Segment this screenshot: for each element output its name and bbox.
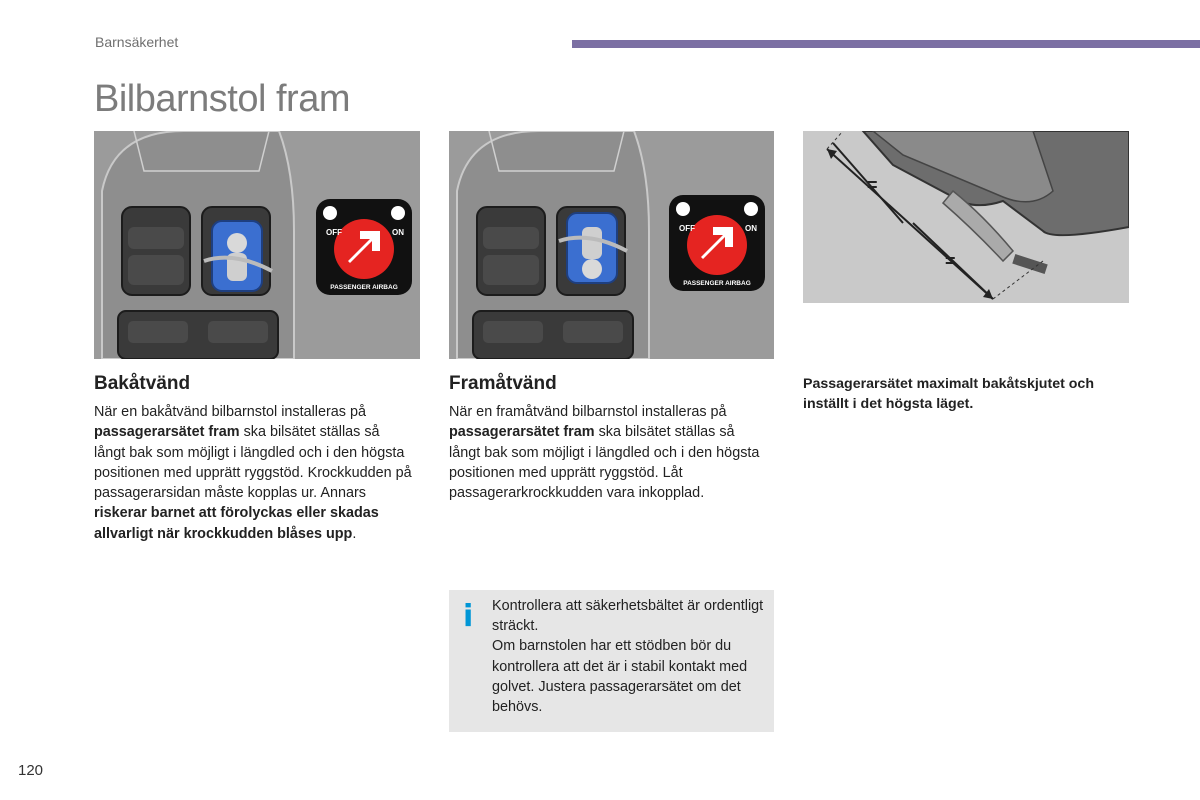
airbag-on-label: ON [745, 224, 757, 233]
info-line-1: Kontrollera att säkerhetsbältet är ordentligt sträckt. [492, 598, 764, 635]
forward-facing-heading: Framåtvänd [449, 373, 557, 394]
emphasis-text: passagerarsätet fram [449, 424, 595, 441]
section-label: Barnsäkerhet [95, 34, 179, 50]
emphasis-text: passagerarsätet fram [94, 424, 240, 441]
forward-facing-seat-illustration [449, 131, 774, 359]
adjustment-mark-lower: = [945, 251, 956, 271]
airbag-on-label: ON [392, 228, 404, 237]
seat-adjustment-caption: Passagerarsätet maximalt bakåtskjutet och inställt i det högsta läget. [803, 376, 1094, 412]
adjustment-mark-upper: = [867, 175, 878, 195]
airbag-off-label: OFF [326, 228, 342, 237]
airbag-passenger-label: PASSENGER AIRBAG [683, 280, 751, 287]
info-box [449, 590, 774, 732]
airbag-off-label: OFF [679, 224, 695, 233]
forward-facing-text [449, 402, 769, 503]
rear-facing-text [94, 402, 414, 544]
page-number: 120 [18, 762, 44, 779]
body-run: . [352, 525, 357, 542]
rear-facing-seat-illustration [94, 131, 420, 359]
body-run: När en bakåtvänd bilbarnstol installeras på [94, 404, 366, 420]
info-line-2: Om barnstolen har ett stödben bör du kontrollera att det är i stabil kontakt med golvet. Justera passagerarsätet om det behövs. [492, 638, 748, 716]
airbag-passenger-label: PASSENGER AIRBAG [330, 284, 398, 291]
emphasis-text: riskerar barnet att förolyckas eller skadas allvarligt när krockkudden blåses upp [94, 505, 379, 542]
body-run: När en framåtvänd bilbarnstol installeras på [449, 404, 727, 420]
body-run: ska bilsätet ställas så långt bak som möjligt i längdled och i den högsta positionen med upprätt ryggstöd. Låt passagerarkrockkudden vara inkopplad. [449, 424, 760, 502]
info-text [492, 596, 764, 717]
seat-adjustment-illustration [803, 131, 1129, 303]
info-icon: i [463, 599, 474, 634]
rear-facing-heading: Bakåtvänd [94, 373, 191, 394]
body-run: ska bilsätet ställas så långt bak som möjligt i längdled och i den högsta positionen med upprätt ryggstöd. Krockkudden på passagerarsidan måste kopplas ur. Annars [94, 424, 412, 502]
header-accent-bar [572, 40, 1200, 48]
page-title: Bilbarnstol fram [94, 78, 350, 120]
